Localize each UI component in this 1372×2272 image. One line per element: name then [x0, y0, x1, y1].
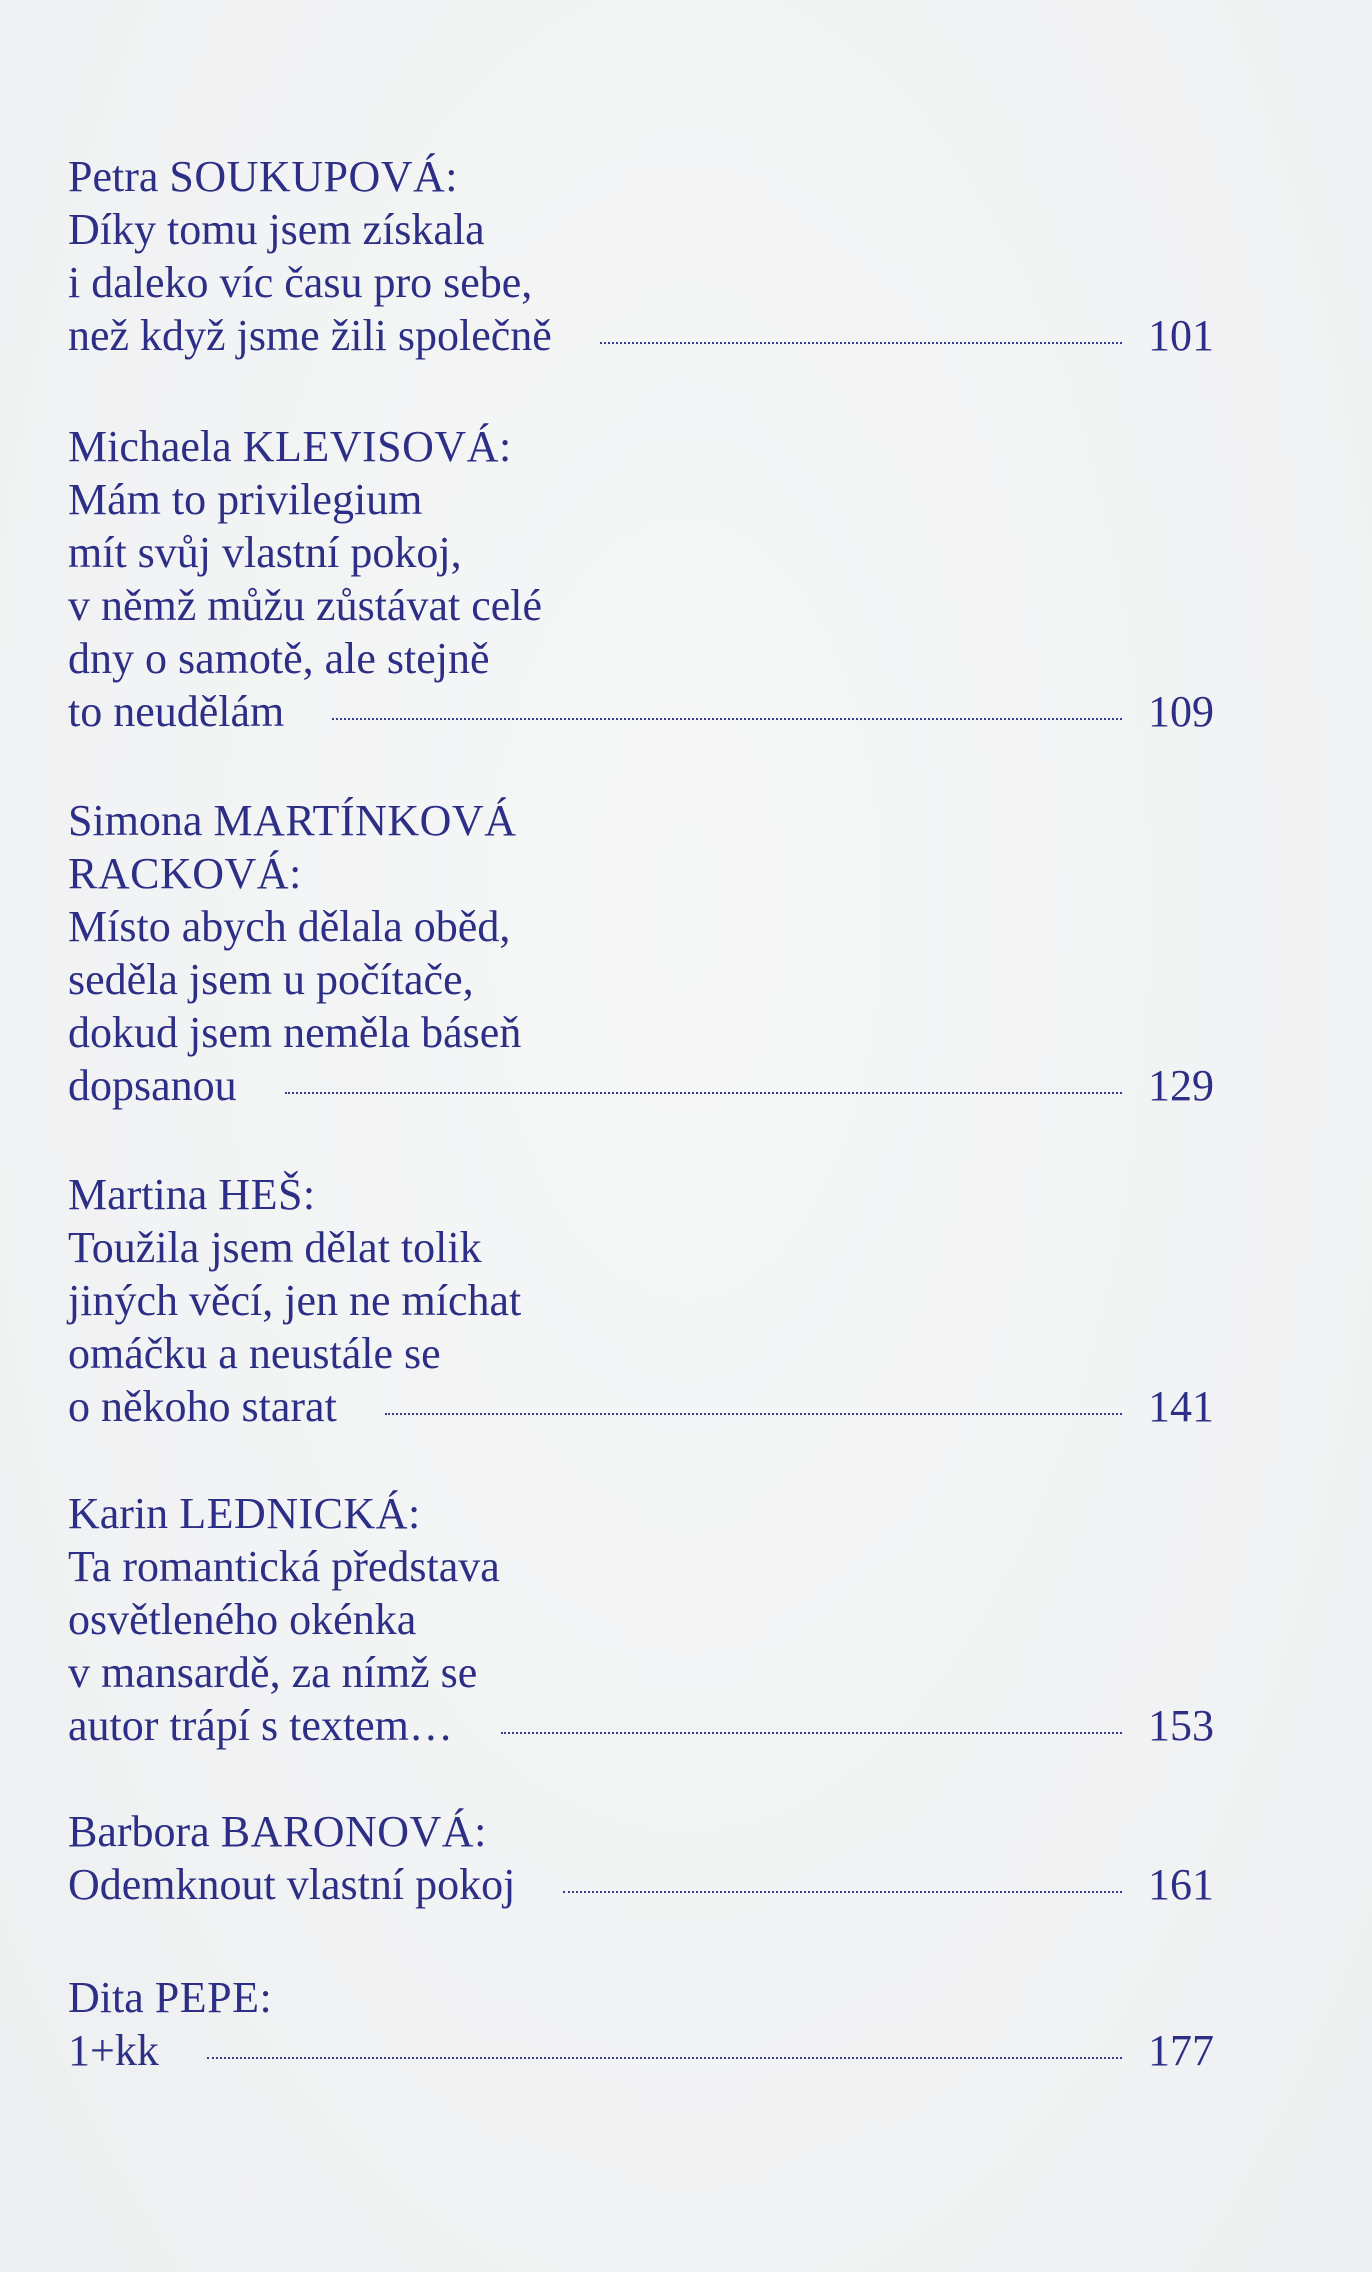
title-line: mít svůj vlastní pokoj,	[68, 528, 462, 577]
title-line: Mám to privilegium	[68, 475, 423, 524]
toc-entry-pepe	[68, 1971, 1223, 2077]
author-first-name: Simona	[68, 796, 203, 845]
title-line: Toužila jsem dělat tolik	[68, 1223, 482, 1272]
page-number: 101	[1148, 311, 1214, 360]
title-line: v mansardě, za nímž se	[68, 1648, 478, 1697]
author-surname: PEPE:	[154, 1973, 273, 2022]
title-last-line	[68, 2024, 1223, 2077]
title-last-line	[68, 1380, 1223, 1433]
title-line: omáčku a neustále se	[68, 1329, 441, 1378]
author-name	[68, 420, 1223, 473]
title-line: v němž můžu zůstávat celé	[68, 581, 543, 630]
toc-entry-hes	[68, 1168, 1223, 1433]
author-name	[68, 794, 1223, 847]
title-line: dny o samotě, ale stejně	[68, 634, 490, 683]
title-line: Místo abych dělala oběd,	[68, 902, 511, 951]
author-surname: LEDNICKÁ:	[179, 1489, 421, 1538]
author-surname: MARTÍNKOVÁ	[213, 796, 517, 845]
dot-leader	[563, 1891, 1122, 1893]
toc-entry-lednicka	[68, 1487, 1223, 1752]
dot-leader	[207, 2057, 1122, 2059]
title-line: Díky tomu jsem získala	[68, 205, 485, 254]
author-first-name: Barbora	[68, 1807, 210, 1856]
author-name	[68, 1805, 1223, 1858]
dot-leader	[285, 1092, 1122, 1094]
toc-entry-klevisova	[68, 420, 1223, 738]
author-name	[68, 1971, 1223, 2024]
author-surname: BARONOVÁ:	[220, 1807, 487, 1856]
title-line: dokud jsem neměla báseň	[68, 1008, 522, 1057]
author-surname: SOUKUPOVÁ:	[169, 152, 458, 201]
author-name	[68, 1168, 1223, 1221]
title-last-line	[68, 1059, 1223, 1112]
toc-entry-martinkova-rackova	[68, 794, 1223, 1112]
title-last-line	[68, 309, 1223, 362]
dot-leader	[385, 1413, 1122, 1415]
page-number: 177	[1148, 2026, 1214, 2075]
author-surname: RACKOVÁ:	[68, 849, 302, 898]
dot-leader	[600, 342, 1122, 344]
page-number: 153	[1148, 1701, 1214, 1750]
title-line: než když jsme žili společně	[68, 311, 552, 360]
dot-leader	[501, 1732, 1122, 1734]
title-line: autor trápí s textem…	[68, 1701, 453, 1750]
title-line: o někoho starat	[68, 1382, 337, 1431]
title-line: dopsanou	[68, 1061, 237, 1110]
page-number: 161	[1148, 1860, 1214, 1909]
author-first-name: Dita	[68, 1973, 144, 2022]
author-first-name: Karin	[68, 1489, 169, 1538]
title-line: to neudělám	[68, 687, 285, 736]
title-line: i daleko víc času pro sebe,	[68, 258, 533, 307]
title-line: jiných věcí, jen ne míchat	[68, 1276, 522, 1325]
dot-leader	[332, 718, 1122, 720]
title-line: Odemknout vlastní pokoj	[68, 1860, 516, 1909]
author-name	[68, 1487, 1223, 1540]
page-number: 109	[1148, 687, 1214, 736]
author-name	[68, 150, 1223, 203]
title-line: osvětleného okénka	[68, 1595, 417, 1644]
toc-entry-soukupova	[68, 150, 1223, 362]
title-line: Ta romantická představa	[68, 1542, 500, 1591]
title-last-line	[68, 1699, 1223, 1752]
page-number: 141	[1148, 1382, 1214, 1431]
author-first-name: Martina	[68, 1170, 208, 1219]
author-name-line-2	[68, 847, 1223, 900]
title-line: seděla jsem u počítače,	[68, 955, 474, 1004]
author-surname: KLEVISOVÁ:	[242, 422, 512, 471]
page-number: 129	[1148, 1061, 1214, 1110]
author-surname: HEŠ:	[218, 1170, 316, 1219]
title-last-line	[68, 1858, 1223, 1911]
title-last-line	[68, 685, 1223, 738]
title-line: 1+kk	[68, 2026, 159, 2075]
toc-entry-baronova	[68, 1805, 1223, 1911]
author-first-name: Michaela	[68, 422, 232, 471]
author-first-name: Petra	[68, 152, 159, 201]
